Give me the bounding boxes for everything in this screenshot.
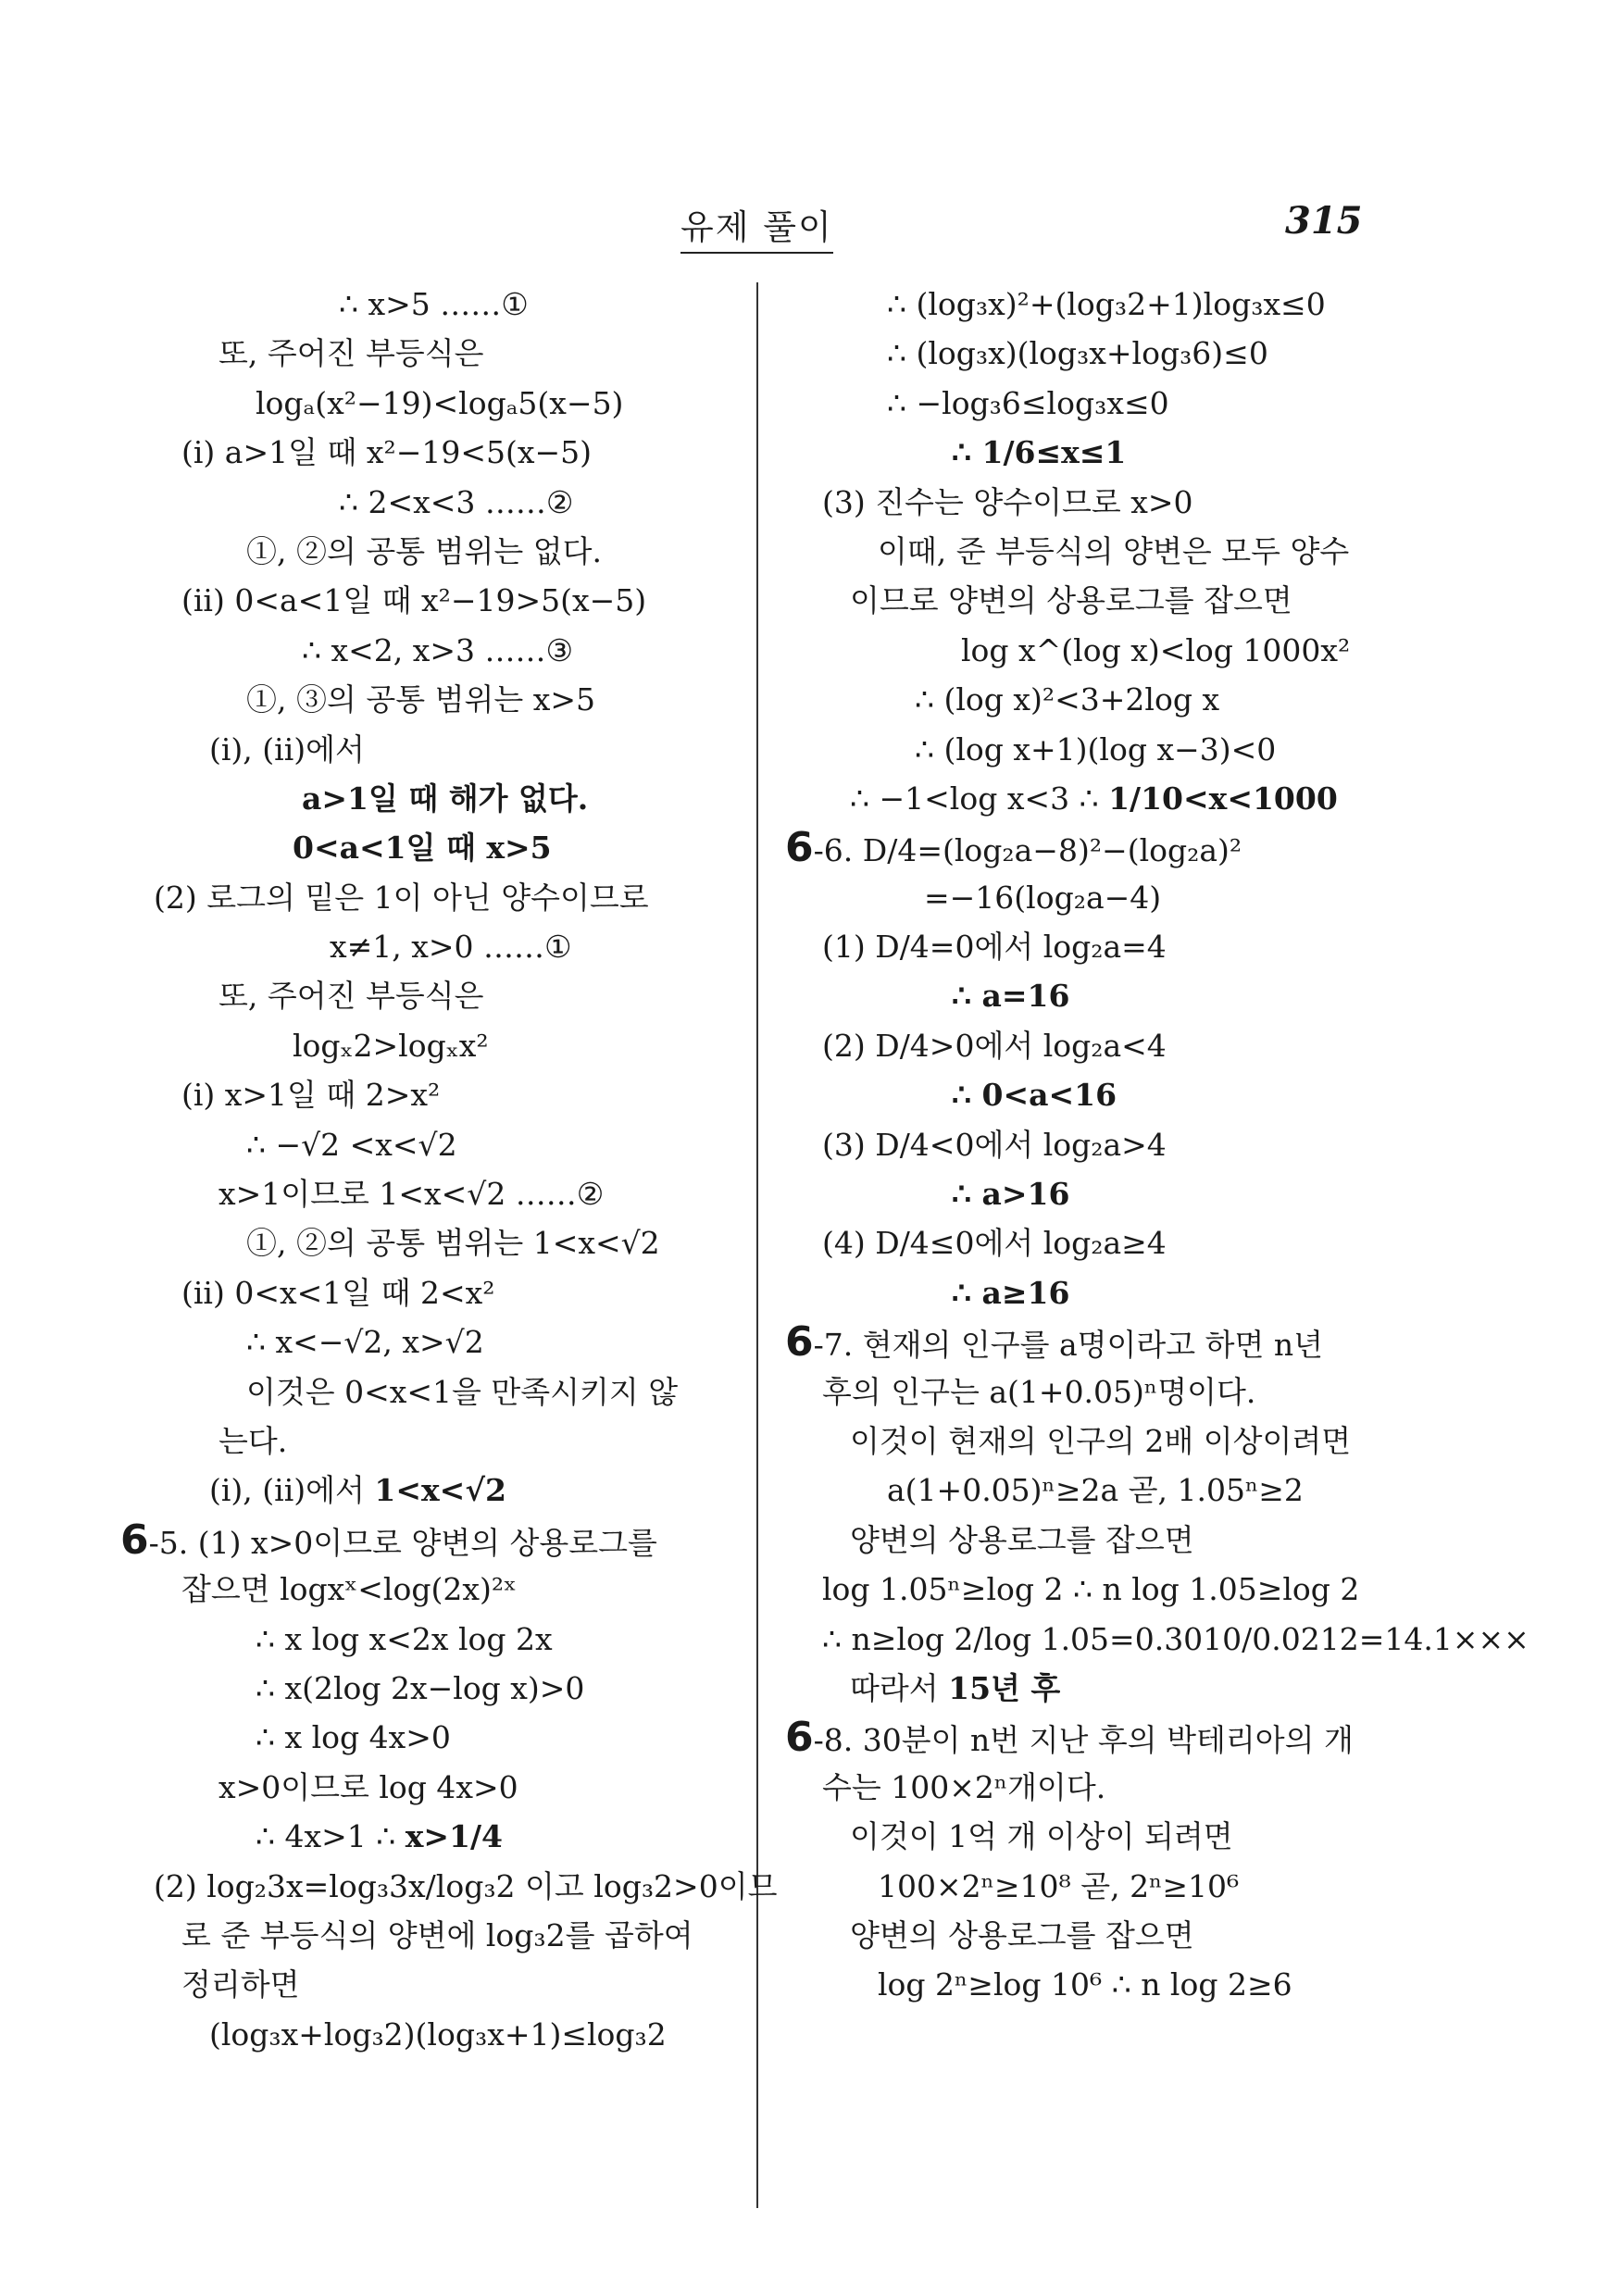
solution-line: 6-6. D/4=(log₂a−8)²−(log₂a)² (785, 824, 1242, 872)
solution-line: ∴ 4x>1 ∴ x>1/4 (256, 1818, 504, 1855)
solution-line: =−16(log₂a−4) (924, 879, 1162, 916)
solution-line: ∴ (log x)²<3+2log x (915, 681, 1220, 718)
problem-number: 6 (785, 824, 814, 872)
solution-line: 후의 인구는 a(1+0.05)ⁿ명이다. (822, 1373, 1256, 1410)
solution-line: (i) a>1일 때 x²−19<5(x−5) (181, 434, 592, 471)
solution-line: x>0이므로 log 4x>0 (218, 1768, 518, 1805)
solution-line: 따라서 15년 후 (850, 1669, 1061, 1706)
solution-line: ∴ −log₃6≤log₃x≤0 (887, 384, 1169, 421)
solution-line: (3) D/4<0에서 log₂a>4 (822, 1126, 1167, 1163)
answer: 1<x<√2 (374, 1472, 506, 1509)
solution-line: (2) 로그의 밑은 1이 아닌 양수이므로 (154, 879, 649, 916)
solution-line: 는다. (218, 1422, 288, 1459)
problem-number: 6 (785, 1714, 814, 1762)
solution-line: ∴ n≥log 2/log 1.05=0.3010/0.0212=14.1××× (822, 1620, 1529, 1657)
solution-line: 잡으면 logxˣ<log(2x)²ˣ (181, 1571, 518, 1608)
solution-line: ①, ②의 공통 범위는 1<x<√2 (246, 1225, 660, 1262)
solution-line: 0<a<1일 때 x>5 (293, 830, 552, 867)
page-number: 315 (1285, 199, 1363, 243)
solution-line: (i), (ii)에서 (209, 730, 365, 767)
problem-number: 6 (120, 1516, 149, 1564)
left-column (120, 280, 778, 2059)
page-header-title: 유제 풀이 (680, 199, 833, 254)
right-column (785, 280, 1529, 2010)
solution-line: ①, ②의 공통 범위는 없다. (246, 532, 602, 569)
solution-line: logₓ2>logₓx² (293, 1027, 489, 1064)
solution-line: ∴ x<−√2, x>√2 (246, 1324, 484, 1361)
solution-line: x≠1, x>0 ……① (330, 929, 572, 966)
solution-line: ∴ (log₃x)(log₃x+log₃6)≤0 (887, 335, 1268, 372)
solution-line: (1) D/4=0에서 log₂a=4 (822, 929, 1167, 966)
solution-line: ∴ x<2, x>3 ……③ (302, 631, 574, 668)
solution-line: ∴ a≥16 (952, 1274, 1070, 1311)
solution-line: 6-5. (1) x>0이므로 양변의 상용로그를 (120, 1516, 657, 1564)
solution-line: (i), (ii)에서 1<x<√2 (209, 1472, 506, 1509)
solution-line: ∴ 2<x<3 ……② (339, 483, 574, 520)
solution-line: (i) x>1일 때 2>x² (181, 1077, 441, 1114)
solution-line: ∴ a>16 (952, 1176, 1070, 1213)
solution-line: ∴ x(2log 2x−log x)>0 (256, 1669, 585, 1706)
solution-line: 또, 주어진 부등식은 (218, 335, 484, 372)
solution-line: ∴ x log 4x>0 (256, 1719, 451, 1756)
solution-line: (2) D/4>0에서 log₂a<4 (822, 1027, 1167, 1064)
solution-line: 100×2ⁿ≥10⁸ 곧, 2ⁿ≥10⁶ (878, 1867, 1240, 1904)
problem-number: 6 (785, 1318, 814, 1366)
solution-line: (ii) 0<a<1일 때 x²−19>5(x−5) (181, 582, 647, 619)
solution-line: ∴ −1<log x<3 ∴ 1/10<x<1000 (850, 780, 1338, 817)
solution-line: log 1.05ⁿ≥log 2 ∴ n log 1.05≥log 2 (822, 1571, 1360, 1608)
solution-line: a>1일 때 해가 없다. (302, 780, 589, 817)
solution-line: ①, ③의 공통 범위는 x>5 (246, 681, 595, 718)
answer: x>1/4 (405, 1818, 504, 1855)
solution-line: 정리하면 (181, 1966, 300, 2003)
solution-line: 6-8. 30분이 n번 지난 후의 박테리아의 개 (785, 1714, 1354, 1762)
solution-line: 이므로 양변의 상용로그를 잡으면 (850, 582, 1292, 619)
solution-line: logₐ(x²−19)<logₐ5(x−5) (256, 384, 624, 421)
solution-line: x>1이므로 1<x<√2 ……② (218, 1176, 605, 1213)
solution-line: 6-7. 현재의 인구를 a명이라고 하면 n년 (785, 1318, 1324, 1366)
solution-line: ∴ a=16 (952, 978, 1070, 1015)
solution-line: log x^(log x)<log 1000x² (961, 631, 1351, 668)
solution-line: 양변의 상용로그를 잡으면 (850, 1521, 1194, 1558)
solution-line: ∴ −√2 <x<√2 (246, 1126, 457, 1163)
solution-line: ∴ x log x<2x log 2x (256, 1620, 553, 1657)
solution-line: 이것이 1억 개 이상이 되려면 (850, 1818, 1233, 1855)
solution-line: ∴ 1/6≤x≤1 (952, 434, 1127, 471)
solution-line: ∴ (log₃x)²+(log₃2+1)log₃x≤0 (887, 286, 1326, 322)
solution-line: (2) log₂3x=log₃3x/log₃2 이고 log₃2>0이므 (154, 1867, 778, 1904)
solution-line: ∴ x>5 ……① (339, 286, 529, 322)
solution-line: 이것은 0<x<1을 만족시키지 않 (246, 1373, 679, 1410)
solution-line: 또, 주어진 부등식은 (218, 978, 484, 1015)
solution-line: 이때, 준 부등식의 양변은 모두 양수 (878, 532, 1350, 569)
solution-line: (ii) 0<x<1일 때 2<x² (181, 1274, 495, 1311)
solution-line: 이것이 현재의 인구의 2배 이상이려면 (850, 1422, 1352, 1459)
column-divider (756, 282, 758, 2208)
solution-line: (3) 진수는 양수이므로 x>0 (822, 483, 1193, 520)
solution-line: ∴ 0<a<16 (952, 1077, 1117, 1114)
solution-line: 로 준 부등식의 양변에 log₃2를 곱하여 (181, 1916, 693, 1953)
solution-line: a(1+0.05)ⁿ≥2a 곧, 1.05ⁿ≥2 (887, 1472, 1304, 1509)
solution-line: (4) D/4≤0에서 log₂a≥4 (822, 1225, 1167, 1262)
answer: 1/10<x<1000 (1108, 780, 1338, 817)
solution-line: ∴ (log x+1)(log x−3)<0 (915, 730, 1277, 767)
answer: 15년 후 (948, 1669, 1061, 1706)
solution-line: log 2ⁿ≥log 10⁶ ∴ n log 2≥6 (878, 1966, 1292, 2003)
solution-line: (log₃x+log₃2)(log₃x+1)≤log₃2 (209, 2015, 667, 2053)
solution-line: 수는 100×2ⁿ개이다. (822, 1768, 1106, 1805)
solution-line: 양변의 상용로그를 잡으면 (850, 1916, 1194, 1953)
